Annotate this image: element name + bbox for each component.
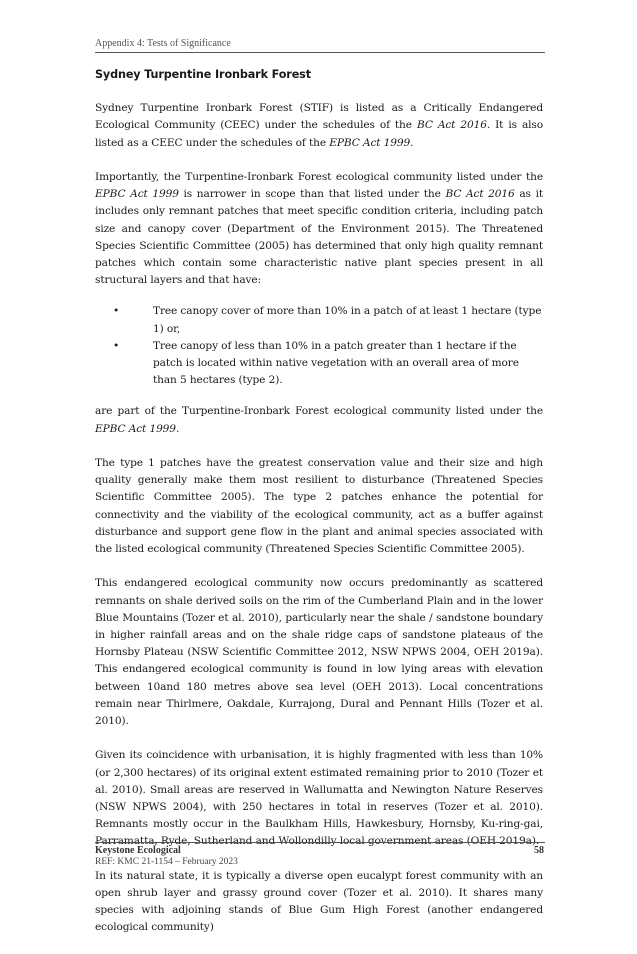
list-item: [95, 303, 543, 337]
legislation-citation: BC Act 2016: [416, 119, 487, 132]
text-run: is narrower in scope than that listed under the: [178, 188, 446, 201]
paragraph: [95, 169, 543, 289]
text-run: are part of the Turpentine-Ironbark Forest ecological community listed under the: [95, 405, 543, 418]
section-heading: Sydney Turpentine Ironbark Forest: [95, 68, 311, 81]
legislation-citation: BC Act 2016: [445, 188, 515, 201]
paragraph: [95, 455, 543, 558]
list-item: [95, 338, 543, 390]
legislation-citation: EPBC Act 1999: [329, 136, 411, 149]
text-run: The type 1 patches have the greatest conservation value and their size and high quality generally make them most resilient to disturbance (Threatened Species Scientific Committee 2005). The type 2 patches enhance the potential for connectivity and the viability of the ecological community, act as a buffer against disturbance and support gene flow in the plant and animal species associated with the listed ecological community (Threatened Species Scientific Committee 2005).: [95, 457, 543, 556]
text-run: Importantly, the Turpentine-Ironbark Forest ecological community listed under the: [95, 171, 543, 183]
text-run: . It is also listed as a CEEC under the schedules of the: [95, 119, 543, 149]
list-item-text: Tree canopy of less than 10% in a patch greater than 1 hectare if the patch is located within native vegetation with an overall area of more than 5 hectares (type 2).: [153, 339, 519, 387]
text-run: .: [410, 136, 414, 149]
legislation-citation: EPBC Act 1999: [95, 188, 179, 201]
bullet-icon: •: [113, 339, 120, 352]
footer-divider: [95, 842, 545, 843]
bullet-icon: •: [113, 305, 120, 318]
text-run: .: [175, 422, 180, 435]
legislation-citation: EPBC Act 1999: [95, 422, 176, 435]
text-run: as it includes only remnant patches that meet specific condition criteria, including patch size and canopy cover (Department of the Environment 2015). The Threatened Species Scientific Committee (2005) has determined that only high quality remnant patches which contain some characteristic native plant species present in all structural layers and that have:: [95, 188, 543, 287]
running-header: Appendix 4: Tests of Significance: [95, 38, 231, 49]
paragraph: [95, 403, 543, 437]
footer-organisation: Keystone Ecological: [95, 845, 181, 856]
footer-reference: REF: KMC 21-1154 – February 2023: [95, 857, 238, 867]
document-body: [95, 66, 543, 954]
paragraph: [95, 868, 543, 937]
text-run: In its natural state, it is typically a diverse open eucalypt forest community with an open shrub layer and grassy ground cover (Tozer et al. 2010). It shares many species with adjoining stands of Blue Gum High Forest (another endangered ecological community): [95, 869, 543, 934]
header-divider: [95, 52, 545, 53]
criteria-list: [95, 303, 543, 389]
text-run: Sydney Turpentine Ironbark Forest (STIF) is listed as a Critically Endangered Ecological Community (CEEC) under the schedules of the: [95, 102, 543, 132]
text-run: Given its coincidence with urbanisation, it is highly fragmented with less than 10% (or 2,300 hectares) of its original extent estimated remaining prior to 2010 (Tozer et al. 2010). Small areas are reserved in Wallumatta and Newington Nature Reserves (NSW NPWS 2004), with 250 hectares in total in reserves (Tozer et al. 2010). Remnants mostly occur in the Baulkham Hills, Hawkesbury, Hornsby, Ku-ring-gai, Parramatta, Ryde, Sutherland and Wollondilly local government areas (OEH 2019a).: [95, 749, 543, 848]
paragraph: [95, 747, 543, 850]
paragraph: [95, 100, 543, 152]
page-number: 58: [534, 845, 544, 856]
paragraph: [95, 575, 543, 730]
text-run: This endangered ecological community now occurs predominantly as scattered remnants on shale derived soils on the rim of the Cumberland Plain and in the lower Blue Mountains (Tozer et al. 2010), particularly near the shale / sandstone boundary in higher rainfall areas and on the shale ridge caps of sandstone plateaus of the Hornsby Plateau (NSW Scientific Committee 2012, NSW NPWS 2004, OEH 2019a). This endangered ecological community is found in low lying areas with elevation between 10and 180 metres above sea level (OEH 2013). Local concentrations remain near Thirlmere, Oakdale, Kurrajong, Dural and Pennant Hills (Tozer et al. 2010).: [95, 577, 543, 728]
list-item-text: Tree canopy cover of more than 10% in a patch of at least 1 hectare (type 1) or,: [153, 305, 542, 335]
